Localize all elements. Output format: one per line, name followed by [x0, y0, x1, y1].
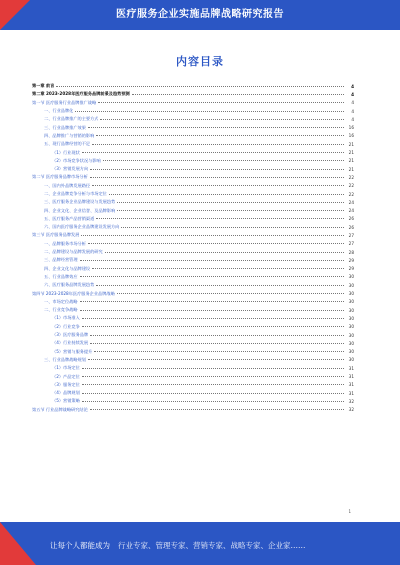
toc-entry-label: 第五节 行业品牌战略研究结论 — [32, 406, 88, 412]
toc-entry[interactable] — [32, 115, 354, 123]
toc-entry-page: 26 — [348, 224, 354, 230]
toc-entry-label: 第三节 医疗服务品牌发展 — [32, 232, 80, 238]
toc-entry[interactable] — [32, 381, 354, 389]
toc-entry[interactable] — [32, 323, 354, 331]
toc-entry-page: 31 — [348, 390, 354, 396]
toc-leader-dots — [82, 384, 344, 385]
toc-entry[interactable] — [32, 140, 354, 148]
toc-entry-page: 30 — [348, 340, 354, 346]
toc-entry-page: 30 — [348, 307, 354, 313]
toc-entry-label: 五、医疗服务产品营销渠道 — [44, 215, 95, 221]
toc-leader-dots — [80, 310, 344, 311]
toc-entry-page: 26 — [348, 216, 354, 222]
toc-entry[interactable] — [32, 173, 354, 181]
toc-entry-page: 29 — [348, 257, 354, 263]
toc-entry[interactable] — [32, 256, 354, 264]
toc-entry-label: （5）营销与服务提升 — [52, 348, 93, 354]
toc-leader-dots — [117, 210, 344, 211]
toc-entry[interactable] — [32, 190, 354, 198]
toc-entry-page: 16 — [348, 125, 354, 131]
toc-leader-dots — [82, 152, 344, 153]
toc-entry-label: （2）行业竞争 — [52, 323, 80, 329]
toc-entry-page: 21 — [348, 150, 354, 156]
toc-entry[interactable] — [32, 82, 354, 90]
toc-leader-dots — [105, 252, 344, 253]
toc-entry-page: 4 — [351, 83, 354, 89]
toc-leader-dots — [80, 301, 344, 302]
toc-leader-dots — [88, 127, 344, 128]
footer-slogan — [50, 540, 306, 551]
toc-entry-label: 二、行业品牌推广的主要方式 — [44, 116, 99, 122]
toc-entry-page: 30 — [348, 349, 354, 355]
toc-entry-page: 30 — [348, 315, 354, 321]
toc-entry-label: （1）行业现状 — [52, 149, 80, 155]
toc-entry[interactable] — [32, 206, 354, 214]
document-title: 医疗服务企业实施品牌战略研究报告 — [116, 9, 284, 20]
toc-leader-dots — [90, 335, 344, 336]
toc-entry-page: 4 — [351, 108, 354, 114]
toc-entry[interactable] — [32, 165, 354, 173]
toc-entry-page: 24 — [348, 199, 354, 205]
toc-entry[interactable] — [32, 314, 354, 322]
toc-entry-label: 六、国内医疗服务企业品牌建设发展方向 — [44, 224, 120, 230]
toc-leader-dots — [92, 268, 344, 269]
toc-entry-label: （3）医疗服务品牌 — [52, 332, 89, 338]
toc-entry[interactable] — [32, 389, 354, 397]
toc-heading: 内容目录 — [176, 55, 224, 68]
toc-entry-label: 第二章 2023-2028年医疗服务品牌前景及趋势预测 — [32, 91, 130, 97]
toc-entry-page: 29 — [348, 266, 354, 272]
toc-entry-label: （2）产品定位 — [52, 373, 80, 379]
toc-leader-dots — [82, 318, 344, 319]
toc-leader-dots — [94, 351, 344, 352]
toc-entry-label: 一、行业品牌化 — [44, 108, 74, 114]
toc-entry[interactable] — [32, 198, 354, 206]
toc-entry[interactable] — [32, 132, 354, 140]
toc-entry[interactable] — [32, 157, 354, 165]
toc-leader-dots — [80, 276, 344, 277]
toc-entry-label: （1）市场准入 — [52, 315, 80, 321]
toc-entry[interactable] — [32, 248, 354, 256]
footer-slogan-sub: 行业专家、管理专家、营销专家、战略专家、企业家…… — [118, 541, 306, 550]
toc-entry[interactable] — [32, 231, 354, 239]
toc-entry-page: 30 — [348, 299, 354, 305]
toc-leader-dots — [90, 169, 344, 170]
toc-entry-page: 22 — [348, 191, 354, 197]
toc-entry-label: 三、医疗服务企业品牌建设与发展趋势 — [44, 199, 116, 205]
toc-entry[interactable] — [32, 397, 354, 405]
toc-entry-label: 第一章 前言 — [32, 83, 55, 89]
toc-entry-label: 第一节 医疗服务行业品牌推广战略 — [32, 99, 97, 105]
toc-leader-dots — [82, 401, 344, 402]
toc-entry-page: 22 — [348, 183, 354, 189]
toc-entry[interactable] — [32, 289, 354, 297]
toc-entry[interactable] — [32, 215, 354, 223]
toc-entry-label: 五、现行品牌经营的不足 — [44, 141, 91, 147]
toc-entry-label: （3）营销发展方向 — [52, 166, 89, 172]
toc-entry-label: （4）行业持续发展 — [52, 340, 89, 346]
toc-entry[interactable] — [32, 348, 354, 356]
toc-entry[interactable] — [32, 99, 354, 107]
toc-entry-label: 四、企业文化、企业信誉、及品牌影响 — [44, 207, 116, 213]
toc-entry-page: 31 — [348, 374, 354, 380]
toc-entry-page: 27 — [348, 232, 354, 238]
toc-entry-page: 31 — [348, 382, 354, 388]
table-of-contents — [32, 82, 354, 414]
toc-leader-dots — [109, 194, 344, 195]
toc-entry-page: 31 — [348, 365, 354, 371]
toc-entry-page: 30 — [348, 291, 354, 297]
toc-entry-page: 24 — [348, 208, 354, 214]
toc-entry-label: （3）服务定位 — [52, 381, 80, 387]
page-number: 1 — [348, 509, 351, 514]
toc-entry[interactable] — [32, 223, 354, 231]
toc-leader-dots — [75, 111, 344, 112]
toc-entry-label: （4）品牌规划 — [52, 390, 80, 396]
toc-entry-label: 第二节 医疗服务品牌市场分析 — [32, 174, 88, 180]
toc-entry[interactable] — [32, 148, 354, 156]
toc-leader-dots — [100, 119, 344, 120]
toc-entry[interactable] — [32, 331, 354, 339]
toc-leader-dots — [88, 243, 344, 244]
toc-entry-label: 三、行业品牌推广效果 — [44, 124, 86, 130]
toc-entry-label: 第四节 2023-2028年医疗服务企业品牌战略 — [32, 290, 115, 296]
toc-leader-dots — [96, 285, 344, 286]
toc-entry[interactable] — [32, 240, 354, 248]
toc-entry-page: 22 — [348, 174, 354, 180]
toc-leader-dots — [82, 376, 344, 377]
toc-leader-dots — [82, 326, 344, 327]
footer-slogan-main: 让每个人都能成为 — [50, 541, 110, 550]
toc-leader-dots — [96, 218, 344, 219]
toc-leader-dots — [80, 260, 344, 261]
toc-entry-page: 4 — [351, 100, 354, 106]
toc-leader-dots — [117, 293, 344, 294]
toc-entry[interactable] — [32, 90, 354, 98]
toc-entry-label: 四、企业文化与品牌建设 — [44, 265, 91, 271]
toc-entry-label: 二、品牌建设与品牌发展的研究 — [44, 249, 103, 255]
toc-entry-page: 30 — [348, 324, 354, 330]
toc-entry-page: 30 — [348, 282, 354, 288]
toc-entry-label: 三、品牌经营管理 — [44, 257, 78, 263]
toc-entry-page: 16 — [348, 133, 354, 139]
toc-entry-page: 21 — [348, 158, 354, 164]
toc-entry-page: 30 — [348, 332, 354, 338]
toc-entry[interactable] — [32, 372, 354, 380]
toc-entry-label: 五、行业品牌效应 — [44, 273, 78, 279]
toc-entry-page: 4 — [351, 91, 354, 97]
toc-entry[interactable] — [32, 123, 354, 131]
toc-entry[interactable] — [32, 298, 354, 306]
toc-entry-label: 一、品牌服务市场分析 — [44, 240, 86, 246]
toc-leader-dots — [81, 235, 344, 236]
toc-entry-page: 30 — [348, 357, 354, 363]
toc-leader-dots — [117, 202, 344, 203]
toc-leader-dots — [82, 393, 344, 394]
toc-entry[interactable] — [32, 306, 354, 314]
toc-entry-label: 四、品牌推广与营销的影响 — [44, 132, 95, 138]
toc-entry[interactable] — [32, 406, 354, 414]
toc-leader-dots — [98, 102, 344, 103]
toc-entry[interactable] — [32, 265, 354, 273]
toc-entry-page: 32 — [348, 398, 354, 404]
toc-entry-page: 4 — [351, 116, 354, 122]
toc-leader-dots — [92, 185, 344, 186]
toc-entry[interactable] — [32, 364, 354, 372]
toc-entry-page: 21 — [348, 166, 354, 172]
toc-entry-page: 27 — [348, 241, 354, 247]
toc-entry[interactable] — [32, 182, 354, 190]
toc-leader-dots — [90, 177, 344, 178]
toc-entry[interactable] — [32, 281, 354, 289]
toc-entry-page: 32 — [348, 407, 354, 413]
toc-leader-dots — [56, 86, 344, 87]
toc-entry-label: （2）市场竞争状况与影响 — [52, 157, 101, 163]
toc-leader-dots — [90, 409, 344, 410]
toc-entry-label: （1）市场定位 — [52, 365, 80, 371]
toc-entry-label: 一、国内外品牌发展路径 — [44, 182, 91, 188]
toc-entry-label: 一、市场定位战略 — [44, 298, 78, 304]
toc-leader-dots — [82, 368, 344, 369]
toc-entry-page: 30 — [348, 274, 354, 280]
toc-entry-label: 二、行业竞争战略 — [44, 307, 78, 313]
toc-entry[interactable] — [32, 339, 354, 347]
toc-entry-page: 21 — [348, 141, 354, 147]
toc-entry[interactable] — [32, 356, 354, 364]
toc-leader-dots — [132, 94, 344, 95]
toc-leader-dots — [103, 160, 344, 161]
toc-leader-dots — [88, 359, 344, 360]
toc-leader-dots — [96, 135, 344, 136]
toc-leader-dots — [121, 227, 344, 228]
toc-entry-label: 二、企业品牌竞争分析与市场定位 — [44, 191, 107, 196]
toc-entry-label: （5）营销策略 — [52, 398, 80, 404]
toc-entry-page: 28 — [348, 249, 354, 255]
toc-entry[interactable] — [32, 107, 354, 115]
toc-entry[interactable] — [32, 273, 354, 281]
toc-entry-label: 六、医疗服务品牌发展趋势 — [44, 282, 95, 288]
toc-leader-dots — [92, 144, 344, 145]
toc-leader-dots — [90, 343, 344, 344]
toc-entry-label: 三、行业品牌战略规划 — [44, 356, 86, 362]
